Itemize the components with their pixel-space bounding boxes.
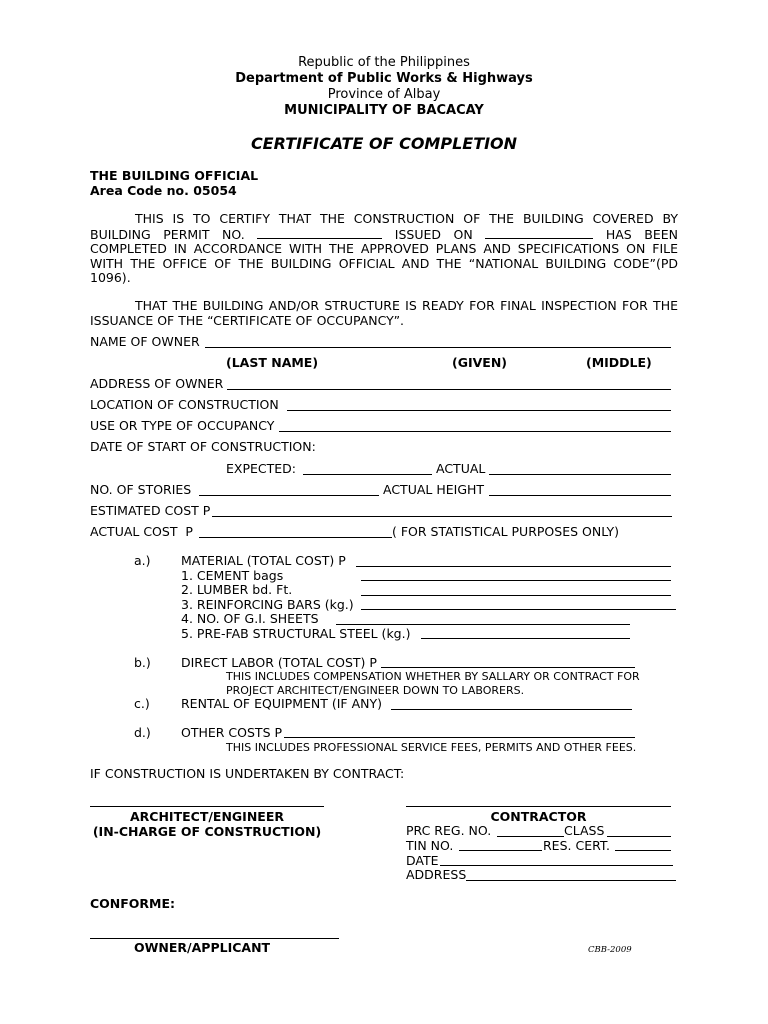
class-field[interactable] (607, 836, 671, 837)
owner-name-label: NAME OF OWNER (90, 334, 200, 349)
issued-on-field[interactable] (485, 227, 593, 239)
other-costs-label: OTHER COSTS P (181, 725, 283, 740)
prefab-steel-field[interactable] (421, 638, 630, 639)
date-field[interactable] (440, 865, 673, 866)
other-costs-note: THIS INCLUDES PROFESSIONAL SERVICE FEES, PERMITS AND OTHER FEES. (226, 741, 637, 754)
statistical-note: ( FOR STATISTICAL PURPOSES ONLY) (392, 524, 620, 539)
cement-field[interactable] (361, 580, 671, 581)
header-province: Province of Albay (327, 87, 441, 102)
location-field[interactable] (287, 410, 671, 411)
addressee-line2: Area Code no. 05054 (90, 183, 237, 198)
labor-note-2: PROJECT ARCHITECT/ENGINEER DOWN TO LABORERS. (226, 684, 525, 697)
expected-field[interactable] (303, 474, 432, 475)
use-field[interactable] (279, 431, 671, 432)
actual-cost-label: ACTUAL COST P (90, 524, 193, 539)
material-cost-field[interactable] (356, 566, 671, 567)
cement-label: 1. CEMENT bags (181, 568, 284, 583)
rental-label: RENTAL OF EQUIPMENT (IF ANY) (181, 696, 382, 711)
stories-field[interactable] (199, 495, 379, 496)
owner-address-field[interactable] (227, 389, 671, 390)
middle-label: (MIDDLE) (586, 355, 652, 370)
in-charge-label: (IN-CHARGE OF CONSTRUCTION) (92, 824, 322, 839)
paragraph-certify-a: THIS IS TO CERTIFY THAT THE CONSTRUCTION OF THE BUILDING COVERED BY BUILDING PERMIT NO. (90, 211, 678, 242)
actual-height-field[interactable] (489, 495, 671, 496)
other-costs-field[interactable] (284, 737, 635, 738)
lumber-label: 2. LUMBER bd. Ft. (181, 582, 293, 597)
actual-date-label: ACTUAL (436, 461, 486, 476)
paragraph-certify-b: ISSUED ON (394, 226, 473, 242)
stories-label: NO. OF STORIES (90, 482, 192, 497)
location-label: LOCATION OF CONSTRUCTION (90, 397, 279, 412)
owner-signature-line[interactable] (90, 938, 339, 939)
owner-applicant-label: OWNER/APPLICANT (134, 940, 271, 955)
paragraph-certify-c: HAS BEEN COMPLETED IN ACCORDANCE WITH THE APPROVED PLANS AND SPECIFICATIONS ON FILE WITH THE OFFICE OF THE BUILDING OFFICIAL AND THE “NATIONAL BUILDING CODE”(PD 1096). (90, 226, 678, 286)
paragraph-ready: THAT THE BUILDING AND/OR STRUCTURE IS READY FOR FINAL INSPECTION FOR THE ISSUANCE OF THE “CERTIFICATE OF OCCUPANCY”. (90, 298, 678, 328)
date-label: DATE (406, 853, 439, 868)
header-department: Department of Public Works & Highways (235, 71, 533, 86)
header-municipality: MUNICIPALITY OF BACACAY (284, 103, 484, 118)
contract-heading: IF CONSTRUCTION IS UNDERTAKEN BY CONTRACT: (90, 766, 405, 781)
gi-sheets-field[interactable] (336, 624, 630, 625)
prc-field[interactable] (497, 836, 564, 837)
direct-labor-label: DIRECT LABOR (TOTAL COST) P (181, 655, 377, 670)
class-label: CLASS (564, 823, 605, 838)
form-code-mark: CBB-2009 (588, 945, 632, 955)
address-label: ADDRESS (406, 867, 467, 882)
given-label: (GIVEN) (452, 355, 508, 370)
last-name-label: (LAST NAME) (226, 355, 319, 370)
res-cert-field[interactable] (615, 850, 671, 851)
owner-address-label: ADDRESS OF OWNER (90, 376, 224, 391)
permit-no-field[interactable] (257, 227, 382, 239)
prefab-steel-label: 5. PRE-FAB STRUCTURAL STEEL (kg.) (181, 626, 411, 641)
tin-field[interactable] (459, 850, 542, 851)
contractor-signature-line[interactable] (406, 806, 671, 807)
direct-labor-field[interactable] (381, 667, 635, 668)
tin-label: TIN NO. (406, 838, 454, 853)
rental-field[interactable] (391, 709, 632, 710)
reinforcing-bars-field[interactable] (361, 609, 676, 610)
labor-note-1: THIS INCLUDES COMPENSATION WHETHER BY SALLARY OR CONTRACT FOR (226, 670, 640, 683)
addressee-line1: THE BUILDING OFFICIAL (90, 168, 259, 183)
expected-label: EXPECTED: (226, 461, 296, 476)
item-a-label: a.) (134, 553, 151, 568)
architect-label: ARCHITECT/ENGINEER (130, 809, 284, 824)
contractor-label: CONTRACTOR (490, 809, 587, 824)
material-cost-label: MATERIAL (TOTAL COST) P (181, 553, 346, 568)
estimated-cost-label: ESTIMATED COST P (90, 503, 211, 518)
res-cert-label: RES. CERT. (543, 838, 610, 853)
paragraph-certify (90, 212, 678, 286)
architect-signature-line[interactable] (90, 806, 324, 807)
date-start-label: DATE OF START OF CONSTRUCTION: (90, 439, 316, 454)
actual-cost-field[interactable] (199, 537, 392, 538)
header-republic: Republic of the Philippines (298, 55, 470, 70)
item-d-label: d.) (134, 725, 151, 740)
certificate-title: CERTIFICATE OF COMPLETION (250, 134, 518, 153)
actual-date-field[interactable] (489, 474, 671, 475)
actual-height-label: ACTUAL HEIGHT (383, 482, 485, 497)
address-field[interactable] (466, 880, 676, 881)
use-label: USE OR TYPE OF OCCUPANCY (90, 418, 275, 433)
item-c-label: c.) (134, 696, 150, 711)
estimated-cost-field[interactable] (212, 516, 672, 517)
conforme-label: CONFORME: (90, 896, 176, 911)
item-b-label: b.) (134, 655, 151, 670)
prc-label: PRC REG. NO. (406, 823, 492, 838)
owner-name-field[interactable] (205, 347, 671, 348)
gi-sheets-label: 4. NO. OF G.I. SHEETS (181, 611, 319, 626)
reinforcing-bars-label: 3. REINFORCING BARS (kg.) (181, 597, 354, 612)
lumber-field[interactable] (361, 595, 671, 596)
